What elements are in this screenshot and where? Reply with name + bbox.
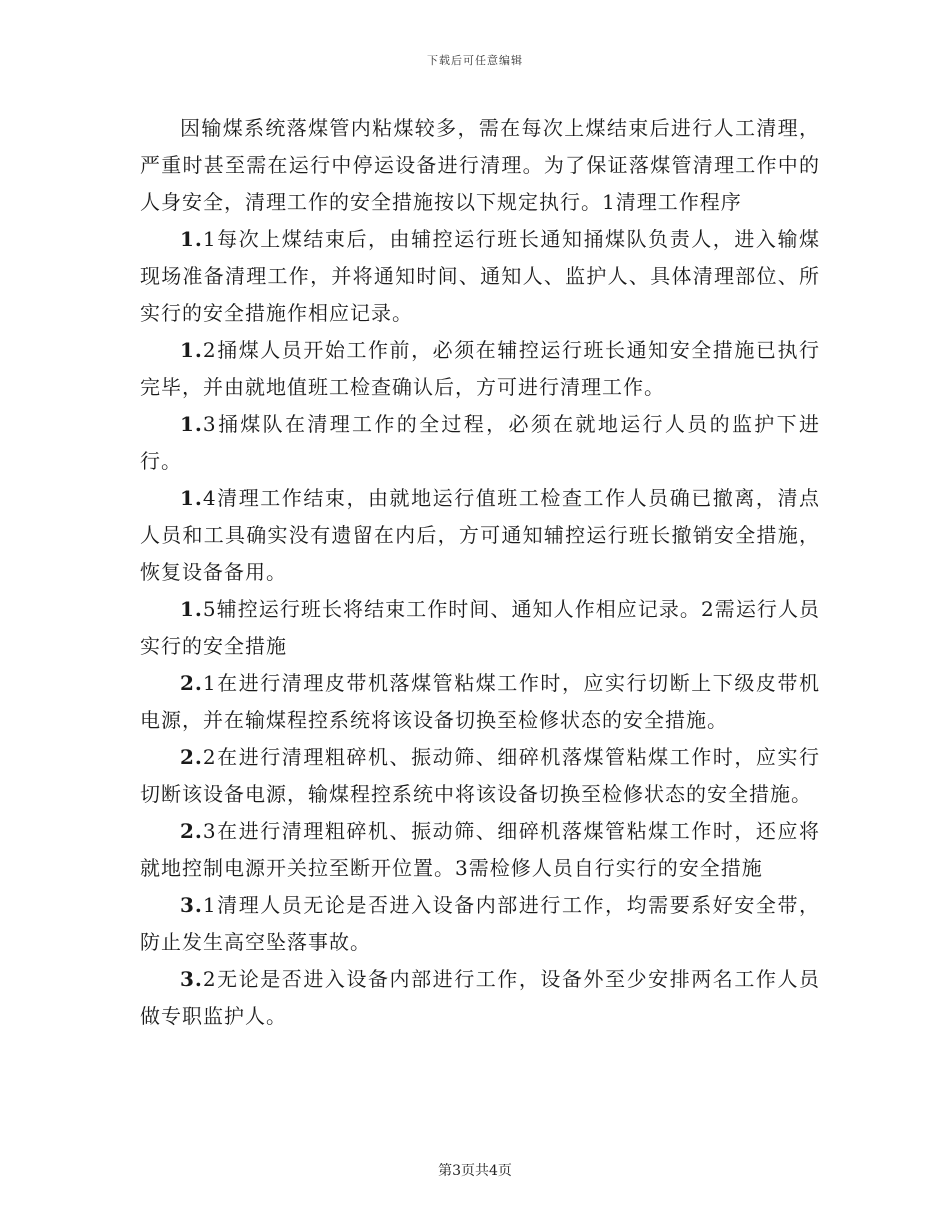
section-number: 2.	[180, 819, 203, 843]
section-number: 1.	[180, 486, 203, 510]
paragraph	[140, 813, 820, 887]
section-number: 1.	[180, 227, 203, 251]
document-body	[140, 110, 820, 1035]
paragraph	[140, 480, 820, 591]
paragraph-text: 3捅煤队在清理工作的全过程，必须在就地运行人员的监护下进行。	[140, 412, 820, 473]
section-number: 2.	[180, 745, 203, 769]
paragraph	[140, 406, 820, 480]
paragraph	[140, 887, 820, 961]
paragraph-text: 1每次上煤结束后，由辅控运行班长通知捅煤队负责人，进入输煤现场准备清理工作，并将通知时间、通知人、监护人、具体清理部位、所实行的安全措施作相应记录。	[140, 227, 820, 325]
section-number: 1.	[180, 597, 203, 621]
paragraph-text: 2无论是否进入设备内部进行工作，设备外至少安排两名工作人员做专职监护人。	[140, 967, 820, 1028]
paragraph-text: 2捅煤人员开始工作前，必须在辅控运行班长通知安全措施已执行完毕，并由就地值班工检查确认后，方可进行清理工作。	[140, 338, 820, 399]
page-footer: 第3页共4页	[438, 1163, 512, 1179]
paragraph-text: 4清理工作结束，由就地运行值班工检查工作人员确已撤离，清点人员和工具确实没有遗留在内后，方可通知辅控运行班长撤销安全措施，恢复设备备用。	[140, 486, 820, 584]
section-number: 1.	[180, 338, 203, 362]
paragraph	[140, 221, 820, 332]
paragraph-text: 1在进行清理皮带机落煤管粘煤工作时，应实行切断上下级皮带机电源，并在输煤程控系统将该设备切换至检修状态的安全措施。	[140, 671, 820, 732]
paragraph	[140, 961, 820, 1035]
paragraph-text: 3在进行清理粗碎机、振动筛、细碎机落煤管粘煤工作时，还应将就地控制电源开关拉至断开位置。3需检修人员自行实行的安全措施	[140, 819, 820, 880]
section-number: 2.	[180, 671, 203, 695]
paragraph	[140, 739, 820, 813]
section-number: 1.	[180, 412, 203, 436]
paragraph	[140, 110, 820, 221]
paragraph	[140, 665, 820, 739]
paragraph-text: 2在进行清理粗碎机、振动筛、细碎机落煤管粘煤工作时，应实行切断该设备电源，输煤程控系统中将该设备切换至检修状态的安全措施。	[140, 745, 820, 806]
paragraph-text: 1清理人员无论是否进入设备内部进行工作，均需要系好安全带，防止发生高空坠落事故。	[140, 893, 820, 954]
paragraph-text: 因输煤系统落煤管内粘煤较多，需在每次上煤结束后进行人工清理，严重时甚至需在运行中停运设备进行清理。为了保证落煤管清理工作中的人身安全，清理工作的安全措施按以下规定执行。1清理工作程序	[140, 116, 820, 214]
section-number: 3.	[180, 893, 203, 917]
paragraph-text: 5辅控运行班长将结束工作时间、通知人作相应记录。2需运行人员实行的安全措施	[140, 597, 820, 658]
paragraph	[140, 591, 820, 665]
page-header: 下载后可任意编辑	[427, 54, 523, 67]
section-number: 3.	[180, 967, 203, 991]
paragraph	[140, 332, 820, 406]
